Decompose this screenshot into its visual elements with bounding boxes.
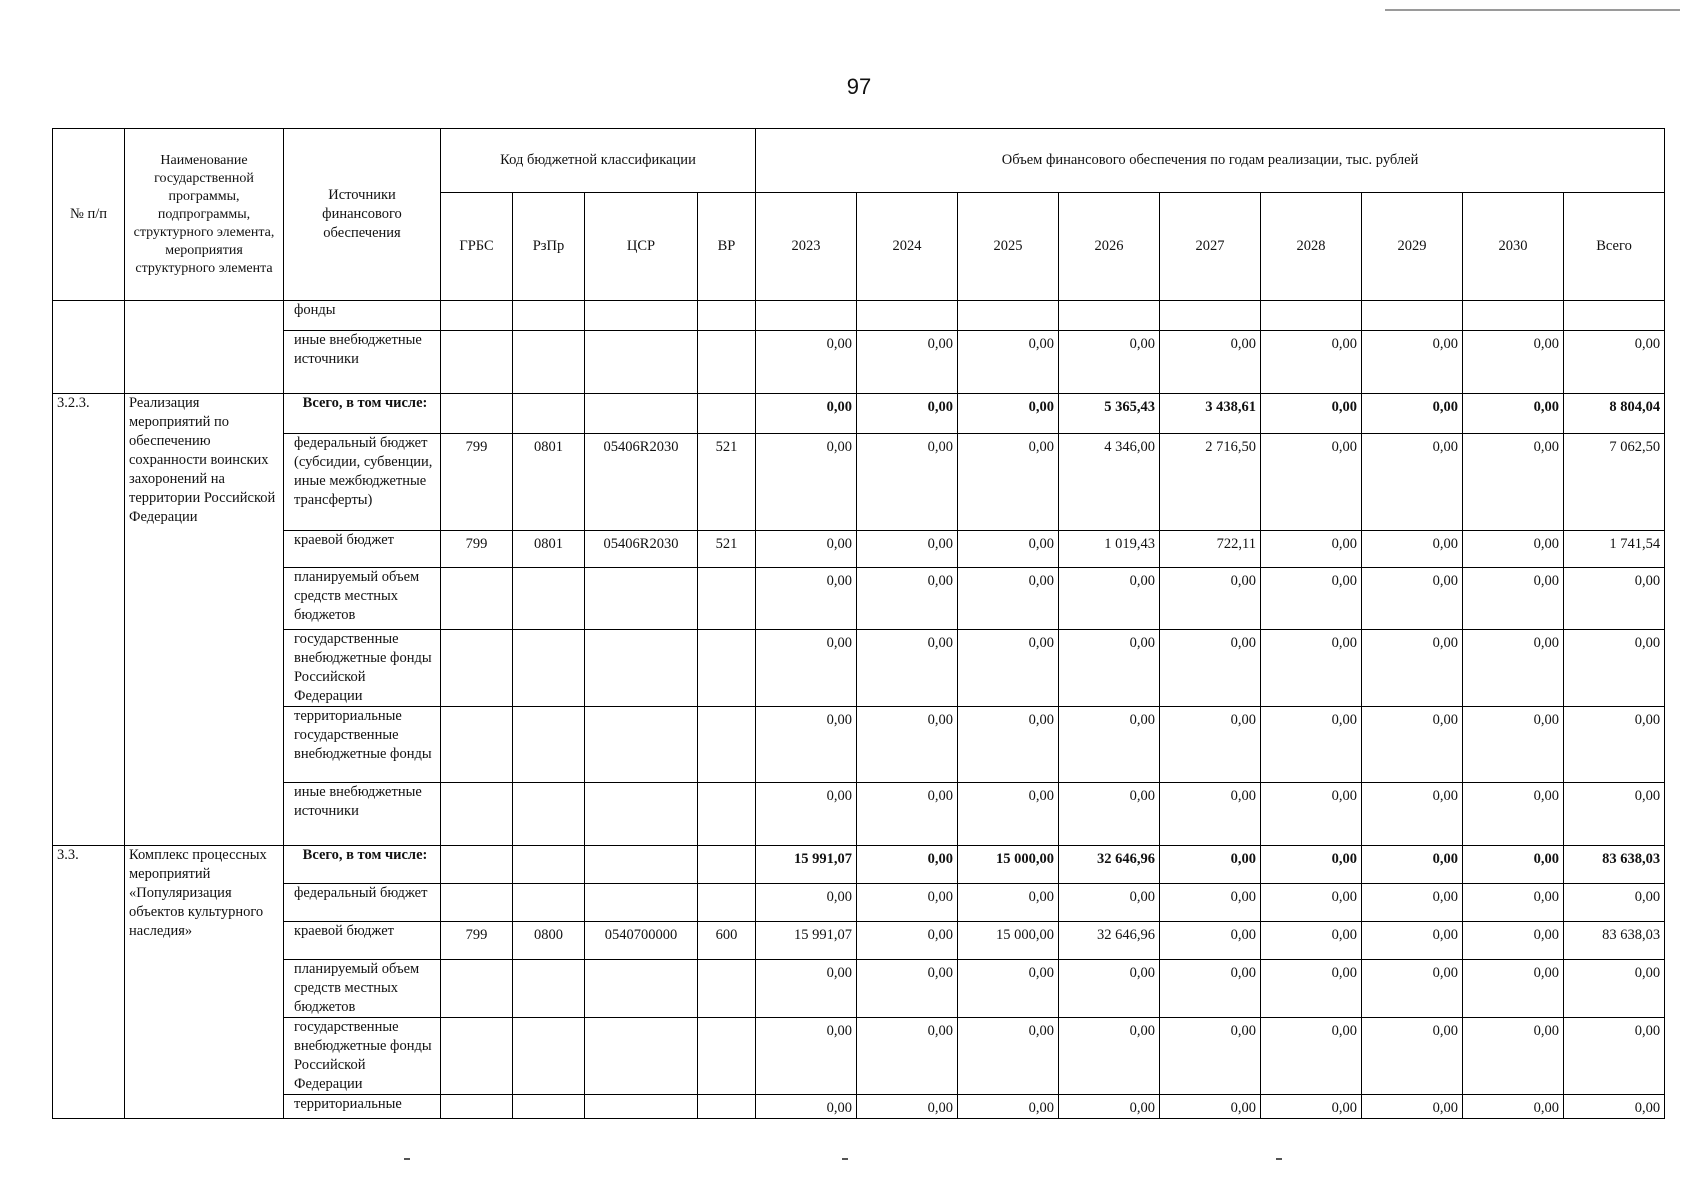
year-value-cell: 0,00 — [1059, 568, 1160, 630]
year-value-cell: 0,00 — [1160, 1018, 1261, 1095]
year-value-cell: 0,00 — [1261, 568, 1362, 630]
year-value-cell: 0,00 — [1463, 630, 1564, 707]
total-value-cell: 83 638,03 — [1564, 846, 1665, 884]
year-value-cell: 5 365,43 — [1059, 394, 1160, 434]
rzpr-cell — [513, 783, 585, 846]
year-value-cell: 0,00 — [1362, 783, 1463, 846]
total-value-cell: 0,00 — [1564, 783, 1665, 846]
year-value-cell: 0,00 — [1261, 846, 1362, 884]
year-value-cell: 0,00 — [756, 394, 857, 434]
header-source: Источники финансового обеспечения — [284, 129, 441, 301]
year-value-cell: 0,00 — [1160, 922, 1261, 960]
year-value-cell: 0,00 — [756, 531, 857, 568]
table-row — [53, 630, 1665, 707]
total-value-cell: 0,00 — [1564, 568, 1665, 630]
vr-cell — [698, 301, 756, 331]
table-row — [53, 884, 1665, 922]
year-value-cell: 0,00 — [857, 568, 958, 630]
table-row — [53, 301, 1665, 331]
year-value-cell: 0,00 — [1059, 331, 1160, 394]
scan-mark — [404, 1158, 410, 1160]
year-value-cell: 15 000,00 — [958, 922, 1059, 960]
total-value-cell: 0,00 — [1564, 1095, 1665, 1119]
year-value-cell: 32 646,96 — [1059, 846, 1160, 884]
year-value-cell: 0,00 — [1059, 1095, 1160, 1119]
year-value-cell: 0,00 — [857, 922, 958, 960]
budget-table — [52, 128, 1665, 1119]
source-cell: Всего, в том числе: — [284, 394, 441, 434]
header-years-group: Объем финансового обеспечения по годам реализации, тыс. рублей — [756, 129, 1665, 193]
year-value-cell: 0,00 — [1059, 630, 1160, 707]
table-row — [53, 922, 1665, 960]
total-value-cell: 7 062,50 — [1564, 434, 1665, 531]
grbs-cell — [441, 783, 513, 846]
table-row — [53, 531, 1665, 568]
year-value-cell: 0,00 — [1463, 884, 1564, 922]
year-value-cell: 0,00 — [756, 434, 857, 531]
grbs-cell — [441, 301, 513, 331]
rzpr-cell: 0801 — [513, 531, 585, 568]
source-cell: краевой бюджет — [284, 922, 441, 960]
year-value-cell: 4 346,00 — [1059, 434, 1160, 531]
year-value-cell: 0,00 — [756, 707, 857, 783]
year-value-cell: 0,00 — [857, 707, 958, 783]
vr-cell — [698, 394, 756, 434]
header-year: 2026 — [1059, 193, 1160, 301]
total-value-cell: 1 741,54 — [1564, 531, 1665, 568]
header-code-group: Код бюджетной классификации — [441, 129, 756, 193]
csr-cell — [585, 630, 698, 707]
row-name: Реализация мероприятий по обеспечению сохранности воинских захоронений на территории Российской Федерации — [125, 394, 284, 846]
header-grbs: ГРБС — [441, 193, 513, 301]
rzpr-cell: 0801 — [513, 434, 585, 531]
year-value-cell: 0,00 — [756, 1095, 857, 1119]
rzpr-cell — [513, 846, 585, 884]
year-value-cell: 0,00 — [1362, 960, 1463, 1018]
year-value-cell: 0,00 — [1362, 434, 1463, 531]
year-value-cell: 0,00 — [958, 707, 1059, 783]
header-year: 2024 — [857, 193, 958, 301]
scan-mark — [1276, 1158, 1282, 1160]
year-value-cell: 0,00 — [756, 568, 857, 630]
year-value-cell: 0,00 — [756, 783, 857, 846]
year-value-cell — [958, 301, 1059, 331]
year-value-cell: 0,00 — [1362, 707, 1463, 783]
row-name: Комплекс процессных мероприятий «Популяризация объектов культурного наследия» — [125, 846, 284, 1119]
rzpr-cell — [513, 331, 585, 394]
year-value-cell: 0,00 — [958, 884, 1059, 922]
year-value-cell: 0,00 — [958, 568, 1059, 630]
row-number-cell — [53, 301, 125, 394]
table-row — [53, 846, 1665, 884]
year-value-cell — [1160, 301, 1261, 331]
rzpr-cell — [513, 394, 585, 434]
vr-cell: 521 — [698, 434, 756, 531]
header-name: Наименование государственной программы, подпрограммы, структурного элемента, мероприятия структурного элемента — [125, 129, 284, 301]
year-value-cell: 0,00 — [857, 1018, 958, 1095]
year-value-cell: 0,00 — [756, 960, 857, 1018]
total-value-cell: 0,00 — [1564, 884, 1665, 922]
year-value-cell: 0,00 — [857, 331, 958, 394]
year-value-cell: 0,00 — [1463, 568, 1564, 630]
rzpr-cell — [513, 630, 585, 707]
year-value-cell — [1362, 301, 1463, 331]
page-number: 97 — [846, 74, 872, 99]
rzpr-cell — [513, 707, 585, 783]
header-year: 2028 — [1261, 193, 1362, 301]
year-value-cell: 32 646,96 — [1059, 922, 1160, 960]
year-value-cell: 0,00 — [1362, 394, 1463, 434]
year-value-cell: 0,00 — [958, 531, 1059, 568]
year-value-cell: 0,00 — [857, 960, 958, 1018]
csr-cell — [585, 846, 698, 884]
grbs-cell: 799 — [441, 922, 513, 960]
source-cell: федеральный бюджет — [284, 884, 441, 922]
grbs-cell — [441, 846, 513, 884]
year-value-cell: 0,00 — [857, 434, 958, 531]
year-value-cell: 0,00 — [1160, 783, 1261, 846]
year-value-cell: 0,00 — [958, 394, 1059, 434]
source-cell: государственные внебюджетные фонды Российской Федерации — [284, 630, 441, 707]
source-cell: иные внебюджетные источники — [284, 783, 441, 846]
vr-cell — [698, 331, 756, 394]
year-value-cell: 0,00 — [1261, 922, 1362, 960]
year-value-cell: 0,00 — [1463, 960, 1564, 1018]
table-row — [53, 1095, 1665, 1119]
source-cell: краевой бюджет — [284, 531, 441, 568]
year-value-cell: 2 716,50 — [1160, 434, 1261, 531]
year-value-cell: 0,00 — [1160, 884, 1261, 922]
csr-cell — [585, 783, 698, 846]
year-value-cell: 0,00 — [958, 331, 1059, 394]
year-value-cell: 0,00 — [1261, 630, 1362, 707]
table-row — [53, 331, 1665, 394]
year-value-cell: 0,00 — [756, 1018, 857, 1095]
year-value-cell: 722,11 — [1160, 531, 1261, 568]
total-value-cell: 0,00 — [1564, 1018, 1665, 1095]
header-year: 2030 — [1463, 193, 1564, 301]
header-no: № п/п — [53, 129, 125, 301]
year-value-cell: 0,00 — [857, 531, 958, 568]
table-row — [53, 394, 1665, 434]
year-value-cell: 0,00 — [1261, 707, 1362, 783]
year-value-cell: 15 991,07 — [756, 846, 857, 884]
grbs-cell — [441, 1095, 513, 1119]
year-value-cell: 0,00 — [1362, 846, 1463, 884]
year-value-cell: 0,00 — [1261, 1095, 1362, 1119]
year-value-cell: 0,00 — [958, 783, 1059, 846]
year-value-cell: 0,00 — [1160, 568, 1261, 630]
total-value-cell: 0,00 — [1564, 331, 1665, 394]
source-cell: планируемый объем средств местных бюджетов — [284, 568, 441, 630]
year-value-cell — [1463, 301, 1564, 331]
scan-mark — [842, 1158, 848, 1160]
year-value-cell: 0,00 — [1160, 1095, 1261, 1119]
year-value-cell: 0,00 — [857, 630, 958, 707]
vr-cell — [698, 568, 756, 630]
grbs-cell — [441, 707, 513, 783]
csr-cell — [585, 301, 698, 331]
year-value-cell: 0,00 — [1463, 394, 1564, 434]
header-year: 2029 — [1362, 193, 1463, 301]
csr-cell — [585, 331, 698, 394]
year-value-cell: 0,00 — [1261, 331, 1362, 394]
year-value-cell: 0,00 — [1059, 1018, 1160, 1095]
year-value-cell: 0,00 — [958, 960, 1059, 1018]
source-cell: фонды — [284, 301, 441, 331]
grbs-cell — [441, 884, 513, 922]
year-value-cell: 3 438,61 — [1160, 394, 1261, 434]
year-value-cell: 0,00 — [1362, 531, 1463, 568]
year-value-cell: 0,00 — [1362, 922, 1463, 960]
source-cell: государственные внебюджетные фонды Российской Федерации — [284, 1018, 441, 1095]
row-number: 3.3. — [53, 846, 125, 1119]
year-value-cell — [756, 301, 857, 331]
year-value-cell: 0,00 — [1059, 960, 1160, 1018]
header-year: 2023 — [756, 193, 857, 301]
csr-cell — [585, 394, 698, 434]
table-row — [53, 960, 1665, 1018]
year-value-cell: 0,00 — [1362, 331, 1463, 394]
source-cell: федеральный бюджет (субсидии, субвенции, иные межбюджетные трансферты) — [284, 434, 441, 531]
vr-cell — [698, 1095, 756, 1119]
csr-cell — [585, 707, 698, 783]
header-year: 2025 — [958, 193, 1059, 301]
rzpr-cell — [513, 1018, 585, 1095]
year-value-cell: 0,00 — [1463, 331, 1564, 394]
table-row — [53, 434, 1665, 531]
year-value-cell: 0,00 — [1463, 1018, 1564, 1095]
year-value-cell — [1059, 301, 1160, 331]
year-value-cell: 15 000,00 — [958, 846, 1059, 884]
year-value-cell: 1 019,43 — [1059, 531, 1160, 568]
year-value-cell: 0,00 — [1160, 846, 1261, 884]
header-year: 2027 — [1160, 193, 1261, 301]
total-value-cell — [1564, 301, 1665, 331]
year-value-cell: 0,00 — [1463, 707, 1564, 783]
year-value-cell: 0,00 — [1059, 783, 1160, 846]
source-cell: планируемый объем средств местных бюджетов — [284, 960, 441, 1018]
year-value-cell: 0,00 — [1261, 884, 1362, 922]
year-value-cell: 0,00 — [1160, 630, 1261, 707]
year-value-cell: 0,00 — [1160, 707, 1261, 783]
source-cell: Всего, в том числе: — [284, 846, 441, 884]
source-cell: иные внебюджетные источники — [284, 331, 441, 394]
csr-cell — [585, 1095, 698, 1119]
total-value-cell: 83 638,03 — [1564, 922, 1665, 960]
year-value-cell: 0,00 — [1160, 331, 1261, 394]
year-value-cell: 0,00 — [958, 1095, 1059, 1119]
csr-cell — [585, 1018, 698, 1095]
rzpr-cell: 0800 — [513, 922, 585, 960]
grbs-cell — [441, 331, 513, 394]
grbs-cell — [441, 568, 513, 630]
table-body — [53, 301, 1665, 1119]
table-row — [53, 568, 1665, 630]
vr-cell — [698, 630, 756, 707]
total-value-cell: 0,00 — [1564, 630, 1665, 707]
header-vr: ВР — [698, 193, 756, 301]
vr-cell — [698, 884, 756, 922]
grbs-cell — [441, 630, 513, 707]
year-value-cell: 0,00 — [857, 783, 958, 846]
vr-cell — [698, 846, 756, 884]
year-value-cell: 0,00 — [958, 630, 1059, 707]
grbs-cell — [441, 960, 513, 1018]
year-value-cell: 0,00 — [857, 884, 958, 922]
year-value-cell: 0,00 — [1160, 960, 1261, 1018]
year-value-cell: 0,00 — [1059, 707, 1160, 783]
year-value-cell: 0,00 — [1261, 783, 1362, 846]
year-value-cell: 0,00 — [1463, 531, 1564, 568]
csr-cell: 05406R2030 — [585, 434, 698, 531]
rzpr-cell — [513, 568, 585, 630]
rzpr-cell — [513, 884, 585, 922]
year-value-cell: 0,00 — [1362, 884, 1463, 922]
grbs-cell: 799 — [441, 434, 513, 531]
year-value-cell: 0,00 — [1463, 846, 1564, 884]
year-value-cell: 0,00 — [1261, 531, 1362, 568]
table-row — [53, 707, 1665, 783]
csr-cell: 0540700000 — [585, 922, 698, 960]
vr-cell: 600 — [698, 922, 756, 960]
year-value-cell: 0,00 — [1463, 1095, 1564, 1119]
vr-cell — [698, 1018, 756, 1095]
year-value-cell: 0,00 — [1463, 434, 1564, 531]
source-cell: территориальные — [284, 1095, 441, 1119]
year-value-cell: 0,00 — [857, 394, 958, 434]
vr-cell — [698, 783, 756, 846]
total-value-cell: 0,00 — [1564, 707, 1665, 783]
csr-cell — [585, 568, 698, 630]
year-value-cell: 0,00 — [1261, 434, 1362, 531]
year-value-cell: 0,00 — [1463, 922, 1564, 960]
total-value-cell: 8 804,04 — [1564, 394, 1665, 434]
row-number: 3.2.3. — [53, 394, 125, 846]
year-value-cell: 0,00 — [756, 630, 857, 707]
vr-cell — [698, 960, 756, 1018]
vr-cell: 521 — [698, 531, 756, 568]
csr-cell: 05406R2030 — [585, 531, 698, 568]
year-value-cell: 0,00 — [1362, 1018, 1463, 1095]
top-rule — [1385, 9, 1680, 11]
year-value-cell: 0,00 — [857, 846, 958, 884]
year-value-cell: 0,00 — [756, 884, 857, 922]
year-value-cell: 0,00 — [1362, 630, 1463, 707]
row-name-cell — [125, 301, 284, 394]
rzpr-cell — [513, 960, 585, 1018]
source-cell: территориальные государственные внебюджетные фонды — [284, 707, 441, 783]
rzpr-cell — [513, 1095, 585, 1119]
csr-cell — [585, 960, 698, 1018]
grbs-cell — [441, 1018, 513, 1095]
header-csr: ЦСР — [585, 193, 698, 301]
header-rzpr: РзПр — [513, 193, 585, 301]
year-value-cell: 0,00 — [1463, 783, 1564, 846]
year-value-cell: 0,00 — [958, 1018, 1059, 1095]
vr-cell — [698, 707, 756, 783]
table-row — [53, 1018, 1665, 1095]
rzpr-cell — [513, 301, 585, 331]
year-value-cell: 0,00 — [1362, 1095, 1463, 1119]
header-total: Всего — [1564, 193, 1665, 301]
year-value-cell: 15 991,07 — [756, 922, 857, 960]
year-value-cell: 0,00 — [1059, 884, 1160, 922]
grbs-cell: 799 — [441, 531, 513, 568]
year-value-cell: 0,00 — [958, 434, 1059, 531]
year-value-cell: 0,00 — [857, 1095, 958, 1119]
year-value-cell — [1261, 301, 1362, 331]
year-value-cell: 0,00 — [1261, 960, 1362, 1018]
year-value-cell — [857, 301, 958, 331]
year-value-cell: 0,00 — [1261, 394, 1362, 434]
table-row — [53, 783, 1665, 846]
year-value-cell: 0,00 — [1362, 568, 1463, 630]
year-value-cell: 0,00 — [1261, 1018, 1362, 1095]
total-value-cell: 0,00 — [1564, 960, 1665, 1018]
grbs-cell — [441, 394, 513, 434]
year-value-cell: 0,00 — [756, 331, 857, 394]
csr-cell — [585, 884, 698, 922]
